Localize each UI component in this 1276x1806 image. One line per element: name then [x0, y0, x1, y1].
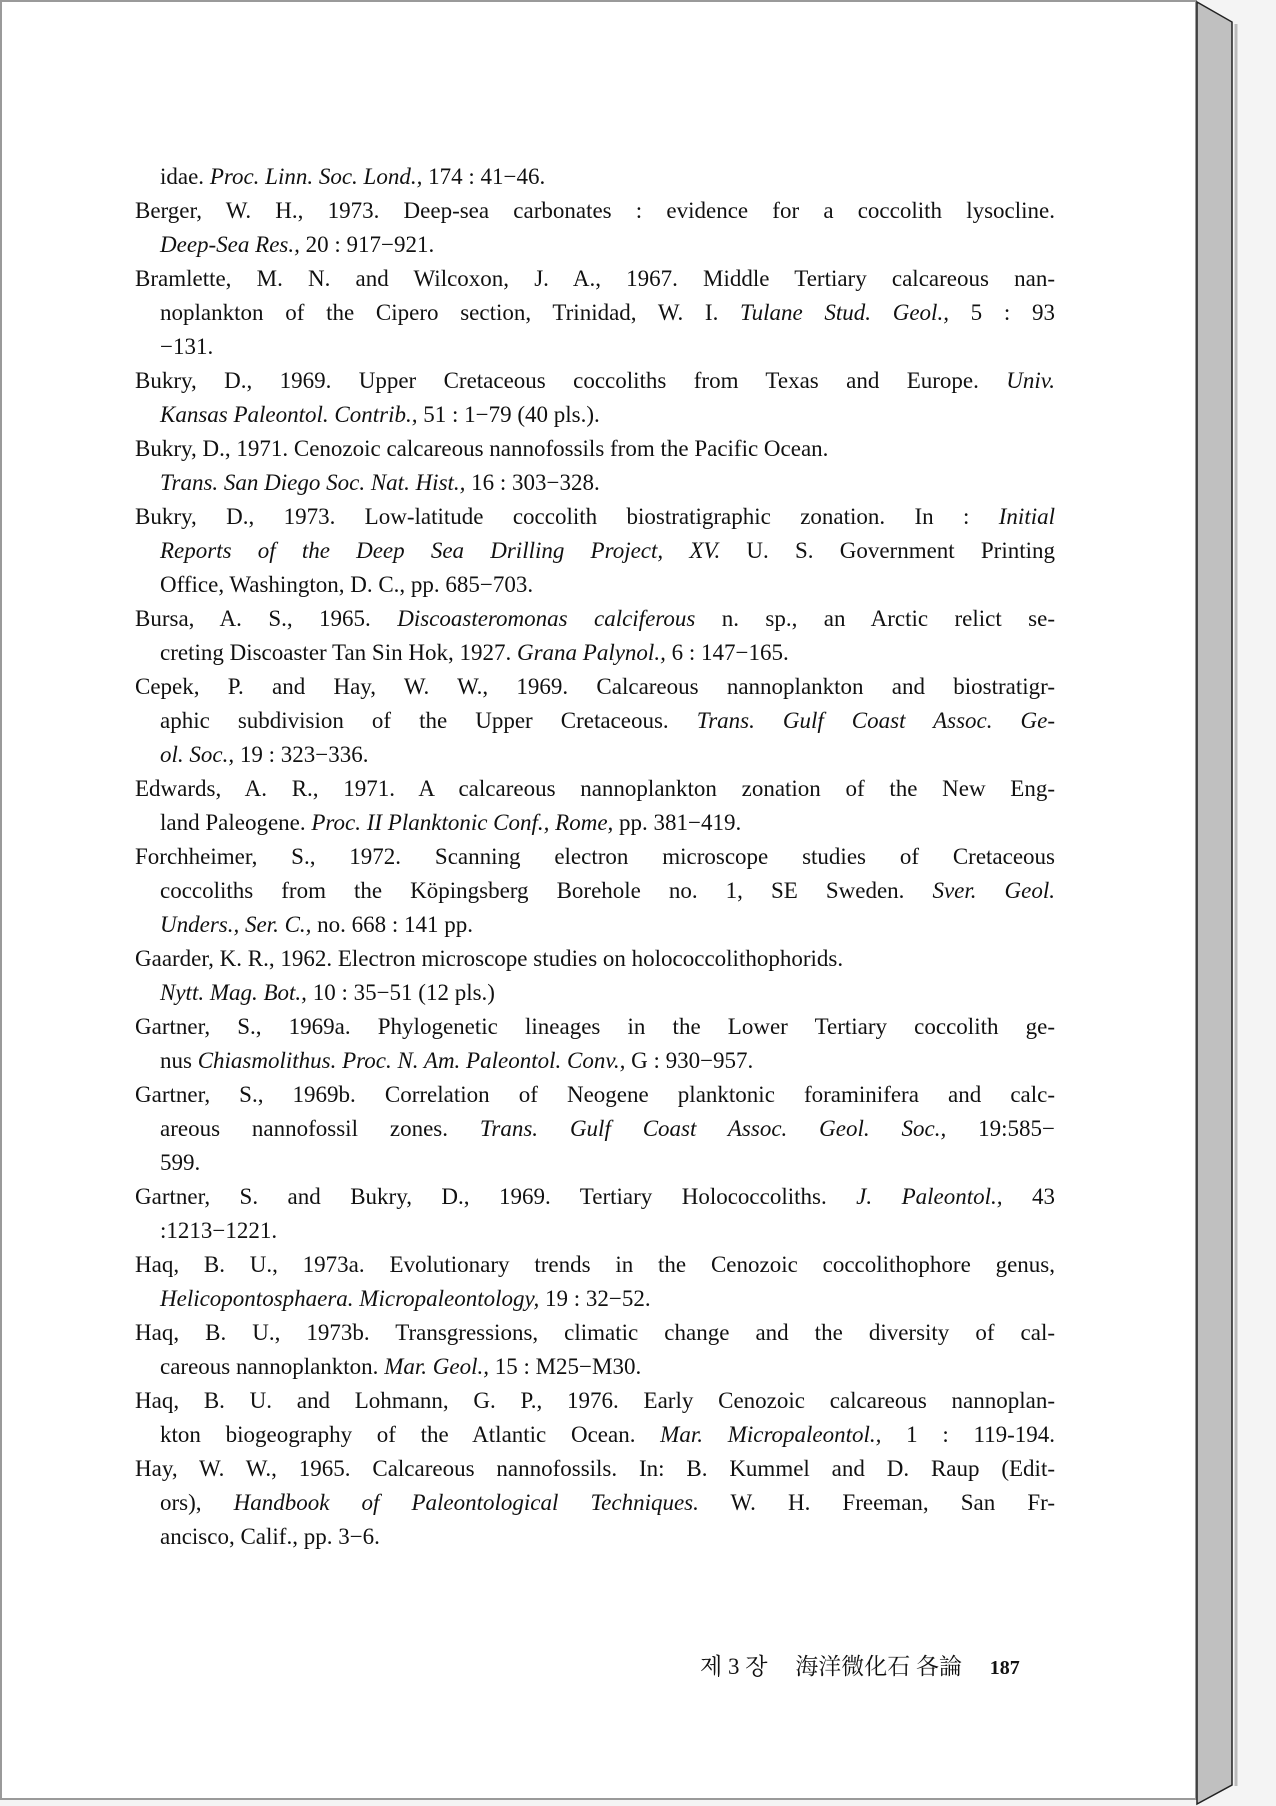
reference-text: 19:585− — [946, 1116, 1055, 1141]
reference-line — [135, 262, 1055, 296]
journal-title-text: Tulane Stud. Geol., — [740, 300, 949, 325]
reference-entry — [135, 942, 1055, 1010]
reference-line — [135, 466, 1055, 500]
reference-line — [135, 806, 1055, 840]
reference-entry — [135, 194, 1055, 262]
reference-text: 20 : 917−921. — [299, 232, 435, 257]
reference-text: 1 : 119-194. — [881, 1422, 1056, 1447]
reference-line — [135, 330, 1055, 364]
reference-text: Haq, B. U. and Lohmann, G. P., 1976. Early Cenozoic calcareous nannoplan- — [135, 1388, 1055, 1413]
journal-title-text: Unders., Ser. C., — [160, 912, 312, 937]
journal-title-text: Grana Palynol., — [516, 640, 666, 665]
reference-line — [135, 602, 1055, 636]
reference-text: 16 : 303−328. — [465, 470, 600, 495]
reference-text: Bukry, D., 1971. Cenozoic calcareous nannofossils from the Pacific Ocean. — [135, 436, 829, 461]
reference-text: Berger, W. H., 1973. Deep-sea carbonates : evidence for a coccolith lysocline. — [135, 198, 1055, 223]
reference-text: Bursa, A. S., 1965. — [135, 606, 398, 631]
reference-line — [135, 364, 1055, 398]
reference-line — [135, 1146, 1055, 1180]
reference-line — [135, 432, 1055, 466]
journal-title-text: Helicopontosphaera. Micropaleontology, — [160, 1286, 540, 1311]
reference-text: 19 : 32−52. — [539, 1286, 651, 1311]
reference-entry — [135, 432, 1055, 500]
reference-line — [135, 1316, 1055, 1350]
reference-text: 15 : M25−M30. — [488, 1354, 642, 1379]
reference-text: 10 : 35−51 (12 pls.) — [306, 980, 495, 1005]
reference-text: coccoliths from the Köpingsberg Borehole no. 1, SE Sweden. — [160, 878, 933, 903]
reference-text: creting Discoaster Tan Sin Hok, 1927. — [160, 640, 517, 665]
reference-line — [135, 534, 1055, 568]
reference-list — [135, 160, 1055, 1554]
page-footer — [700, 1648, 1020, 1681]
reference-line — [135, 1486, 1055, 1520]
journal-title-text: Nytt. Mag. Bot., — [160, 980, 307, 1005]
reference-text: ancisco, Calif., pp. 3−6. — [160, 1524, 380, 1549]
reference-entry — [135, 840, 1055, 942]
reference-line — [135, 772, 1055, 806]
reference-entry — [135, 1010, 1055, 1078]
reference-entry — [135, 364, 1055, 432]
reference-line — [135, 1214, 1055, 1248]
reference-text: U. S. Government Printing — [720, 538, 1055, 563]
reference-line — [135, 704, 1055, 738]
reference-text: careous nannoplankton. — [160, 1354, 385, 1379]
reference-text: Cepek, P. and Hay, W. W., 1969. Calcareous nannoplankton and biostratigr- — [135, 674, 1055, 699]
reference-text: Gartner, S., 1969b. Correlation of Neogene planktonic foraminifera and calc- — [135, 1082, 1055, 1107]
reference-text: nus — [160, 1048, 198, 1073]
reference-line — [135, 738, 1055, 772]
reference-line — [135, 1112, 1055, 1146]
journal-title-text: Sver. Geol. — [932, 878, 1055, 903]
reference-text: Gartner, S., 1969a. Phylogenetic lineages in the Lower Tertiary coccolith ge- — [135, 1014, 1055, 1039]
journal-title-text: Deep-Sea Res., — [160, 232, 300, 257]
reference-line — [135, 1010, 1055, 1044]
reference-line — [135, 1452, 1055, 1486]
reference-entry — [135, 670, 1055, 772]
reference-text: 43 — [1002, 1184, 1055, 1209]
reference-line — [135, 942, 1055, 976]
reference-text: Hay, W. W., 1965. Calcareous nannofossils. In: B. Kummel and D. Raup (Edit- — [135, 1456, 1055, 1481]
reference-text: idae. — [160, 164, 210, 189]
journal-title-text: Proc. II Planktonic Conf., Rome, — [311, 810, 614, 835]
reference-text: G : 930−957. — [625, 1048, 754, 1073]
reference-text: noplankton of the Cipero section, Trinidad, W. I. — [160, 300, 741, 325]
reference-text: Bukry, D., 1969. Upper Cretaceous coccoliths from Texas and Europe. — [135, 368, 1007, 393]
reference-line — [135, 1384, 1055, 1418]
reference-entry — [135, 500, 1055, 602]
journal-title-text: J. Paleontol., — [856, 1184, 1003, 1209]
reference-text: Bramlette, M. N. and Wilcoxon, J. A., 1967. Middle Tertiary calcareous nan- — [135, 266, 1055, 291]
journal-title-text: Trans. Gulf Coast Assoc. Ge- — [696, 708, 1055, 733]
reference-text: kton biogeography of the Atlantic Ocean. — [160, 1422, 661, 1447]
journal-title-text: Chiasmolithus. Proc. N. Am. Paleontol. Conv., — [197, 1048, 626, 1073]
journal-title-text: ol. Soc., — [160, 742, 235, 767]
journal-title-text: Mar. Micropaleontol., — [660, 1422, 882, 1447]
reference-entry — [135, 262, 1055, 364]
journal-title-text: Trans. Gulf Coast Assoc. Geol. Soc., — [479, 1116, 947, 1141]
reference-text: n. sp., an Arctic relict se- — [695, 606, 1055, 631]
journal-title-text: Mar. Geol., — [384, 1354, 489, 1379]
reference-line — [135, 1078, 1055, 1112]
reference-entry — [135, 602, 1055, 670]
reference-line — [135, 840, 1055, 874]
reference-entry — [135, 1316, 1055, 1384]
page-number: 187 — [989, 1657, 1020, 1679]
reference-text: land Paleogene. — [160, 810, 312, 835]
reference-text: Haq, B. U., 1973b. Transgressions, climatic change and the diversity of cal- — [135, 1320, 1055, 1345]
reference-entry — [135, 1180, 1055, 1248]
reference-entry — [135, 1384, 1055, 1452]
reference-line — [135, 1044, 1055, 1078]
reference-line — [135, 1180, 1055, 1214]
reference-line — [135, 1248, 1055, 1282]
reference-text: 174 : 41−46. — [422, 164, 546, 189]
reference-line — [135, 194, 1055, 228]
journal-title-text: Reports of the Deep Sea Drilling Project, XV. — [160, 538, 721, 563]
reference-text: Forchheimer, S., 1972. Scanning electron microscope studies of Cretaceous — [135, 844, 1055, 869]
journal-title-text: Discoasteromonas calciferous — [397, 606, 696, 631]
reference-line — [135, 296, 1055, 330]
reference-line — [135, 908, 1055, 942]
reference-entry — [135, 160, 1055, 194]
journal-title-text: Handbook of Paleontological Techniques. — [233, 1490, 699, 1515]
reference-text: Gartner, S. and Bukry, D., 1969. Tertiary Holococcoliths. — [135, 1184, 857, 1209]
reference-text: W. H. Freeman, San Fr- — [698, 1490, 1055, 1515]
reference-text: −131. — [160, 334, 214, 359]
reference-text: Gaarder, K. R., 1962. Electron microscope studies on holococcolithophorids. — [135, 946, 844, 971]
reference-text: aphic subdivision of the Upper Cretaceous. — [160, 708, 697, 733]
reference-line — [135, 568, 1055, 602]
reference-text: 19 : 323−336. — [234, 742, 369, 767]
reference-line — [135, 500, 1055, 534]
reference-line — [135, 1350, 1055, 1384]
reference-text: 51 : 1−79 (40 pls.). — [417, 402, 600, 427]
journal-title-text: Initial — [998, 504, 1055, 529]
reference-line — [135, 160, 1055, 194]
reference-text: 6 : 147−165. — [665, 640, 789, 665]
reference-entry — [135, 772, 1055, 840]
reference-text: Edwards, A. R., 1971. A calcareous nannoplankton zonation of the New Eng- — [135, 776, 1055, 801]
journal-title-text: Kansas Paleontol. Contrib., — [160, 402, 418, 427]
reference-line — [135, 1520, 1055, 1554]
journal-title-text: Univ. — [1006, 368, 1055, 393]
reference-line — [135, 1282, 1055, 1316]
reference-line — [135, 1418, 1055, 1452]
reference-text: no. 668 : 141 pp. — [311, 912, 474, 937]
reference-entry — [135, 1078, 1055, 1180]
journal-title-text: Proc. Linn. Soc. Lond., — [209, 164, 423, 189]
reference-text: Haq, B. U., 1973a. Evolutionary trends in the Cenozoic coccolithophore genus, — [135, 1252, 1055, 1277]
chapter-title: 海洋微化石 各論 — [795, 1654, 962, 1679]
reference-line — [135, 636, 1055, 670]
reference-text: :1213−1221. — [160, 1218, 278, 1243]
chapter-label: 제 3 장 — [700, 1654, 768, 1679]
reference-text: areous nannofossil zones. — [160, 1116, 480, 1141]
reference-line — [135, 976, 1055, 1010]
journal-title-text: Trans. San Diego Soc. Nat. Hist., — [160, 470, 466, 495]
reference-entry — [135, 1248, 1055, 1316]
reference-line — [135, 228, 1055, 262]
reference-entry — [135, 1452, 1055, 1554]
reference-text: pp. 381−419. — [613, 810, 742, 835]
reference-line — [135, 670, 1055, 704]
reference-text: 5 : 93 — [948, 300, 1055, 325]
reference-text: Office, Washington, D. C., pp. 685−703. — [160, 572, 534, 597]
reference-text: 599. — [160, 1150, 201, 1175]
reference-line — [135, 874, 1055, 908]
reference-text: ors), — [160, 1490, 234, 1515]
reference-line — [135, 398, 1055, 432]
reference-text: Bukry, D., 1973. Low-latitude coccolith biostratigraphic zonation. In : — [135, 504, 999, 529]
